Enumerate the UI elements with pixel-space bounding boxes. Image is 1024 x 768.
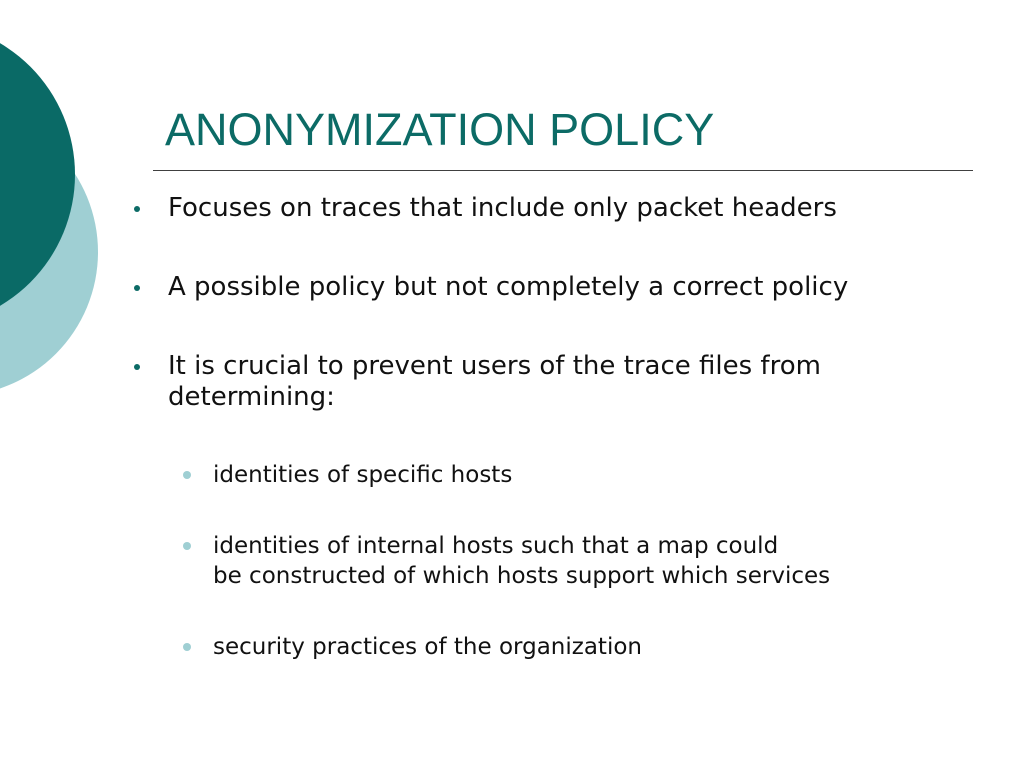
bullet-text: It is crucial to prevent users of the trace files from: [168, 351, 821, 381]
sub-bullet-item: [213, 531, 993, 591]
slide-title: ANONYMIZATION POLICY: [165, 104, 715, 155]
sub-bullet-text: security practices of the organization: [213, 634, 642, 660]
sub-bullet-dot-icon: [183, 542, 191, 550]
sub-bullet-text-continuation: be constructed of which hosts support which services: [213, 563, 831, 589]
bullet-text: A possible policy but not completely a correct policy: [168, 272, 849, 302]
sub-bullet-item: [213, 460, 993, 490]
bullet-text: Focuses on traces that include only packet headers: [168, 193, 837, 223]
bullet-dot-icon: [134, 206, 140, 212]
bullet-dot-icon: [134, 364, 140, 370]
sub-bullet-dot-icon: [183, 471, 191, 479]
sub-bullet-dot-icon: [183, 643, 191, 651]
bullet-item: [168, 193, 988, 224]
sub-bullet-text: identities of internal hosts such that a map could: [213, 533, 779, 559]
bullet-dot-icon: [134, 285, 140, 291]
sub-bullet-text: identities of specific hosts: [213, 462, 513, 488]
title-underline: [153, 170, 973, 171]
bullet-item: [168, 272, 988, 303]
bullet-item: [168, 351, 988, 413]
bullet-text-continuation: determining:: [168, 382, 335, 412]
sub-bullet-item: [213, 632, 993, 662]
